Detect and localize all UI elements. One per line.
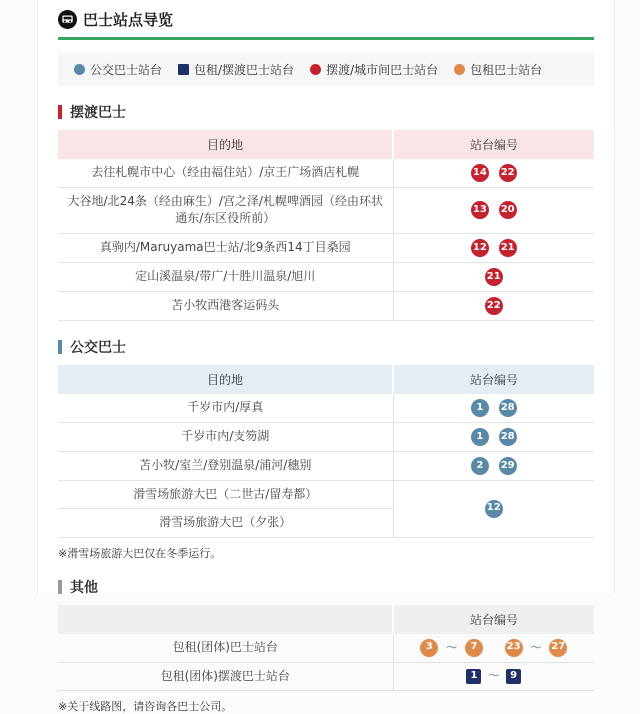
- platform-cell: [393, 422, 594, 451]
- column-empty: [58, 605, 393, 634]
- section-accent-bar: [58, 580, 62, 594]
- platform-cell: [393, 662, 594, 690]
- platform-badge: 9: [506, 669, 521, 684]
- legend-item-charter: [454, 61, 542, 78]
- platform-badge: 14: [471, 164, 489, 182]
- platform-badge: 1: [471, 399, 489, 417]
- column-destination: 目的地: [58, 365, 393, 394]
- destination-cell: 大谷地/北24条（经由麻生）/宫之泽/札幌啤酒园（经由环状通东/东区役所前）: [58, 188, 393, 234]
- destination-cell: 滑雪场旅游大巴（二世古/留寿都）: [58, 480, 393, 508]
- table-header-row: [58, 130, 594, 159]
- header-divider: [58, 37, 594, 40]
- platform-badge: 2: [471, 457, 489, 475]
- table-row: [58, 662, 594, 690]
- table-row: [58, 451, 594, 480]
- column-platform: 站台编号: [393, 130, 594, 159]
- platform-badge: 29: [499, 457, 517, 475]
- ferry-bus-table: [58, 130, 594, 321]
- section-title: 其他: [70, 579, 98, 596]
- platform-badge: 1: [466, 669, 481, 684]
- charter-stop-icon: [454, 64, 465, 75]
- stop-type-cell: 包租(团体)摆渡巴士站台: [58, 662, 393, 690]
- section-title: 摆渡巴士: [70, 105, 126, 121]
- platform-badge: 22: [485, 297, 503, 315]
- table-row: [58, 394, 594, 423]
- platform-badge: 1: [471, 428, 489, 446]
- platform-cell: [393, 262, 594, 291]
- platform-cell: [393, 159, 594, 188]
- destination-cell: 去往札幌市中心（经由福住站）/京王广场酒店札幌: [58, 159, 393, 188]
- table-header-row: [58, 605, 594, 634]
- legend-label: 公交巴士站台: [90, 63, 163, 77]
- destination-cell: 苫小牧西港客运码头: [58, 291, 393, 320]
- platform-cell: [393, 188, 594, 234]
- table-row: [58, 233, 594, 262]
- table-row: [58, 422, 594, 451]
- section-title: 公交巴士: [70, 339, 126, 356]
- platform-cell: [393, 233, 594, 262]
- winter-only-note: ※滑雪场旅游大巴仅在冬季运行。: [58, 546, 222, 560]
- legend-label: 摆渡/城市间巴士站台: [326, 63, 439, 77]
- charter-ferry-stop-icon: [178, 64, 189, 75]
- range-tilde: ～: [530, 640, 542, 654]
- platform-badge: 21: [499, 239, 517, 257]
- page-header: [58, 6, 594, 37]
- range-tilde: ～: [488, 669, 500, 683]
- destination-cell: 千岁市内/厚真: [58, 394, 393, 423]
- platform-badge: 23: [505, 639, 523, 657]
- legend-item-charter-ferry: [178, 61, 294, 78]
- platform-badge: 13: [471, 201, 489, 219]
- section-accent-bar: [58, 105, 62, 119]
- table-row: [58, 480, 594, 508]
- other-table: [58, 605, 594, 691]
- stop-type-cell: 包租(团体)巴士站台: [58, 634, 393, 663]
- range-tilde: ～: [446, 640, 458, 654]
- legend-item-transit: [74, 61, 162, 78]
- section-other-heading: [58, 577, 594, 597]
- platform-badge: 20: [499, 201, 517, 219]
- destination-cell: 苫小牧/室兰/登别温泉/浦河/穗别: [58, 451, 393, 480]
- ferry-stop-icon: [310, 64, 321, 75]
- platform-cell: [393, 394, 594, 423]
- platform-badge: 28: [499, 428, 517, 446]
- section-accent-bar: [58, 340, 62, 354]
- platform-badge: 12: [471, 239, 489, 257]
- legend-label: 包租/摆渡巴士站台: [194, 63, 295, 77]
- table-row: [58, 188, 594, 234]
- table-header-row: [58, 365, 594, 394]
- platform-cell-merged: [393, 480, 594, 537]
- column-platform: 站台编号: [393, 605, 594, 634]
- platform-cell: [393, 634, 594, 663]
- content-panel: [37, 0, 615, 713]
- section-ferry-heading: [58, 102, 594, 122]
- platform-badge: 22: [499, 164, 517, 182]
- legend-item-ferry-intercity: [310, 61, 438, 78]
- route-map-note: ※关于线路图，请咨询各巴士公司。: [58, 699, 233, 713]
- destination-cell: 滑雪场旅游大巴（夕张）: [58, 509, 393, 537]
- column-destination: 目的地: [58, 130, 393, 159]
- platform-badge: 27: [549, 639, 567, 657]
- platform-cell: [393, 451, 594, 480]
- table-row: [58, 262, 594, 291]
- destination-cell: 定山溪温泉/带广/十胜川温泉/旭川: [58, 262, 393, 291]
- column-platform: 站台编号: [393, 365, 594, 394]
- table-row: [58, 634, 594, 663]
- legend: [58, 53, 594, 86]
- destination-cell: 真驹内/Maruyama巴士站/北9条西14丁目桑园: [58, 233, 393, 262]
- platform-badge: 28: [499, 399, 517, 417]
- legend-label: 包租巴士站台: [470, 63, 543, 77]
- platform-badge: 21: [485, 268, 503, 286]
- section-transit-heading: [58, 337, 594, 357]
- bus-icon: [58, 10, 77, 29]
- platform-badge: 12: [485, 500, 503, 518]
- platform-badge: 3: [420, 639, 438, 657]
- table-row: [58, 291, 594, 320]
- table-row: [58, 159, 594, 188]
- page-title: 巴士站点导览: [83, 11, 174, 29]
- platform-badge: 7: [465, 639, 483, 657]
- destination-cell: 千岁市内/支笏湖: [58, 422, 393, 451]
- platform-cell: [393, 291, 594, 320]
- transit-stop-icon: [74, 64, 85, 75]
- transit-bus-table: [58, 365, 594, 538]
